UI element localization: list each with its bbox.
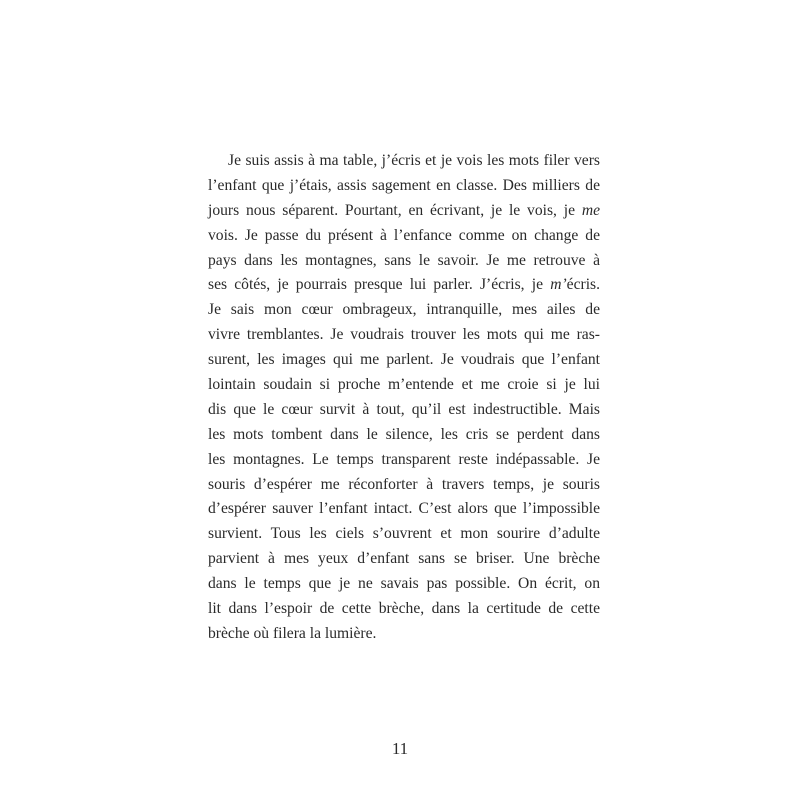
italic-text: me: [581, 201, 600, 219]
text-segment: les montagnes. Le temps transparent reste indépassable. Je: [208, 450, 600, 468]
body-paragraph: [208, 149, 600, 647]
text-segment: surent, les images qui me parlent. Je voudrais que l’enfant: [208, 351, 600, 369]
text-line: [208, 373, 600, 398]
text-segment: l’enfant que j’étais, assis sagement en classe. Des milliers de: [208, 176, 600, 194]
text-line: [208, 448, 600, 473]
italic-text: m’: [550, 276, 567, 294]
text-segment: dis que le cœur survit à tout, qu’il est indestructible. Mais: [208, 400, 600, 418]
text-segment: d’espérer sauver l’enfant intact. C’est alors que l’impossible: [208, 500, 600, 518]
text-line: [208, 497, 600, 522]
text-segment: ses côtés, je pourrais presque lui parler. J’écris, je: [208, 276, 551, 294]
text-segment: les mots tombent dans le silence, les cris se perdent dans: [208, 425, 600, 443]
text-segment: dans le temps que je ne savais pas possible. On écrit, on: [208, 575, 600, 593]
text-line: [208, 522, 600, 547]
text-line: [208, 224, 600, 249]
text-segment: vivre tremblantes. Je voudrais trouver les mots qui me ras-: [208, 326, 600, 344]
text-segment: survient. Tous les ciels s’ouvrent et mon sourire d’adulte: [208, 525, 600, 543]
text-segment: brèche où filera la lumière.: [208, 624, 377, 642]
text-segment: pays dans les montagnes, sans le savoir. Je me retrouve à: [208, 251, 600, 269]
text-segment: souris d’espérer me réconforter à travers temps, je souris: [208, 475, 600, 493]
text-line: [208, 547, 600, 572]
text-line: [208, 249, 600, 274]
text-segment: parvient à mes yeux d’enfant sans se briser. Une brèche: [208, 550, 600, 568]
text-line: [208, 273, 600, 298]
text-line: [208, 149, 600, 174]
text-line: [208, 323, 600, 348]
text-line: [208, 348, 600, 373]
text-segment: vois. Je passe du présent à l’enfance comme on change de: [208, 226, 600, 244]
text-line: [208, 199, 600, 224]
text-segment: Je suis assis à ma table, j’écris et je vois les mots filer vers: [228, 152, 600, 169]
text-segment: lointain soudain si proche m’entende et me croie si je lui: [208, 376, 600, 394]
text-line: [208, 572, 600, 597]
text-line: [208, 597, 600, 622]
text-line: [208, 423, 600, 448]
text-segment: jours nous séparent. Pourtant, en écrivant, je le vois, je: [208, 201, 582, 219]
text-segment: Je sais mon cœur ombrageux, intranquille, mes ailes de: [208, 301, 600, 319]
page-number: 11: [391, 739, 409, 758]
text-line: [208, 473, 600, 498]
text-segment: écris.: [566, 276, 600, 294]
text-line: [208, 398, 600, 423]
text-segment: lit dans l’espoir de cette brèche, dans la certitude de cette: [208, 600, 600, 618]
text-line: [208, 174, 600, 199]
text-line: [208, 298, 600, 323]
text-line: [208, 622, 600, 647]
